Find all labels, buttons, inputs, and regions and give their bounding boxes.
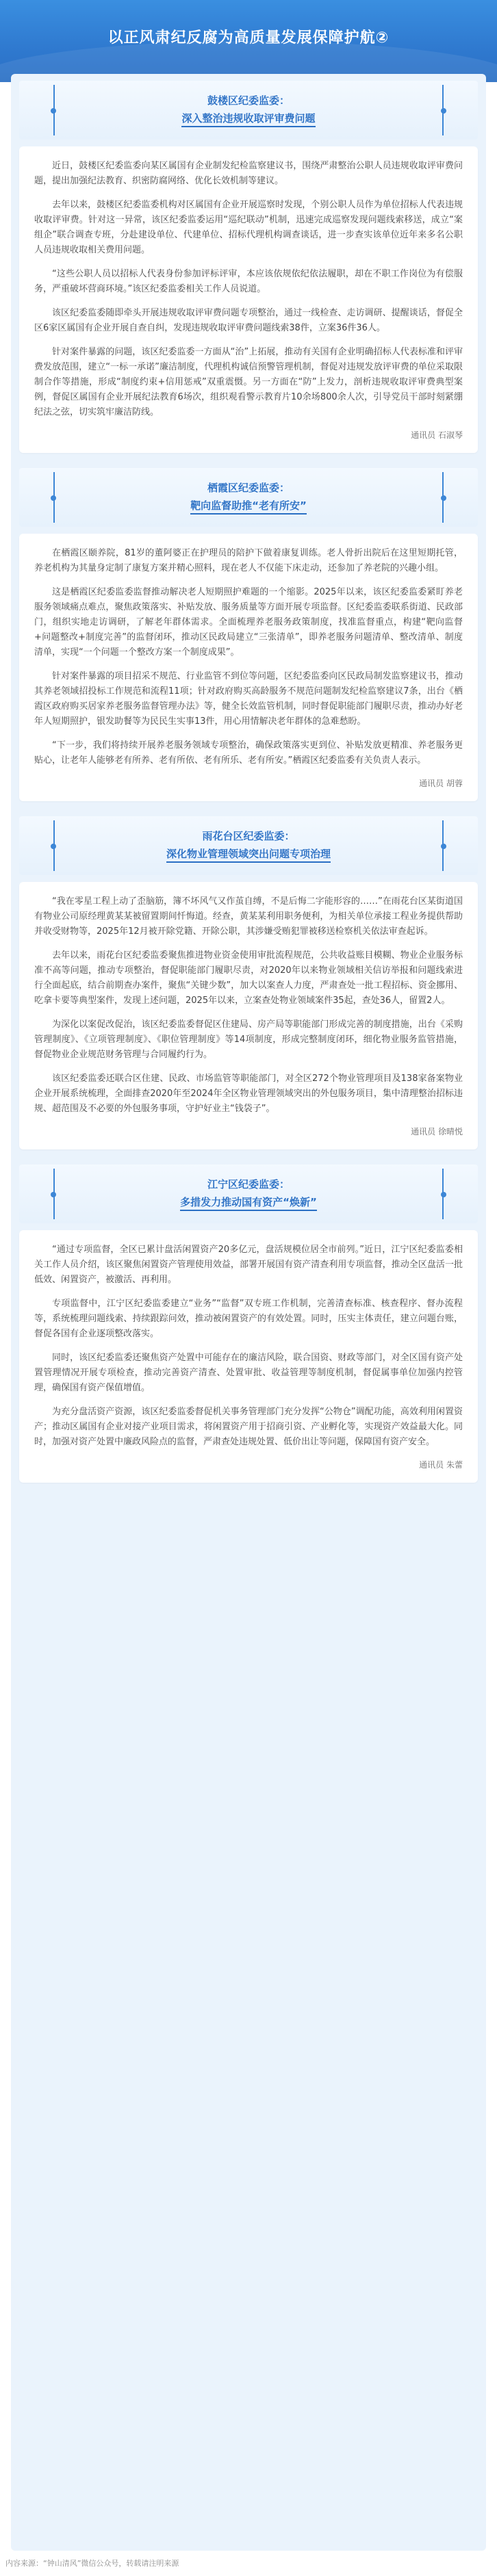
section-subtitle: 深化物业管理领域突出问题专项治理 — [166, 848, 331, 863]
source-footer: 内容来源：“钟山清风”微信公众号，转载请注明来源 — [5, 2559, 179, 2568]
banner-title: 以正风肃纪反腐为高质量发展保障护航② — [107, 29, 390, 47]
reporter-credit: 通讯员 朱蕾 — [419, 1460, 463, 1470]
paragraph: 同时，该区纪委监委还聚焦资产处置中可能存在的廉洁风险，联合国资、财政等部门，对全区国有资产处置管理情况开展专项检查，推动完善资产清查、处置审批、收益管理等制度机制，督促属事单位加强内控管理，确保国有资产保值增值。 — [34, 1353, 463, 1393]
paragraph: 该区纪委监委还联合区住建、民政、市场监管等职能部门，对全区272个物业管理项目及138家备案物业企业开展系统梳理，全面排查2020年至2024年全区物业管理领域突出的外包服务项目，集中清理整治招标违规、超范围及不必要的外包服务事项，守护好业主“钱袋子”。 — [34, 1074, 463, 1114]
section-org-title: 栖霞区纪委监委： — [207, 482, 290, 494]
article-card — [19, 534, 478, 801]
section-subtitle-wrap — [19, 111, 478, 125]
paragraph: “下一步，我们将持续开展养老服务领域专项整治，确保政策落实更到位、补贴发放更精准、养老服务更贴心，让老年人能够老有所养、老有所依、老有所乐、老有所安。”栖霞区纪委监委有关负责人表示。 — [34, 740, 463, 766]
paragraph: 去年以来，鼓楼区纪委监委机构对区属国有企业开展巡察时发现，个别公职人员作为单位招标人代表违规收取评审费。针对这一异常，该区纪委监委运用“巡纪联动”机制，迅速完成巡察发现问题线索移送，成立“案组企”联合调查专班，分赴建设单位、代建单位、招标代理机构调查谈话，进一步查实该单位近年来多名公职人员违规收取相关费用问题。 — [34, 200, 463, 255]
paragraph: “我在零星工程上动了歪脑筋，簿不坏风气又作茧自缚，不是后悔二字能形容的……”在雨花台区某街道国有物业公司原经理黄某某被留置期间忏悔道。经查，黄某某利用职务便利，为相关单位承接工程业务提供帮助并收受财物等，2025年12月被开除党籍、开除公职，其涉嫌受贿犯罪被移送检察机关依法审查起诉。 — [34, 896, 463, 937]
reporter-credit: 通讯员 胡蓉 — [419, 779, 463, 788]
paragraph: 为充分盘活资产资源，该区纪委监委督促机关事务管理部门充分发挥“公物仓”调配功能，高效利用闲置资产；推动区属国有企业对接产业项目需求，将闲置资产用于招商引资、产业孵化等，实现资产效益最大化。同时，加强对资产处置中廉政风险点的监督，严肃查处违规处置、低价出让等问题，保障国有资产安全。 — [34, 1407, 463, 1447]
paragraph: 专项监督中，江宁区纪委监委建立“业务”“监督”双专班工作机制，完善清查标准、核查程序、督办流程等，系统梳理问题线索、持续跟踪问效，推动被闲置资产的有效处置。同时，压实主体责任，建立问题台账，督促各国有企业逐项整改落实。 — [34, 1299, 463, 1339]
section-subtitle: 靶向监督助推“老有所安” — [190, 499, 307, 515]
paragraph: 近日，鼓楼区纪委监委向某区属国有企业制发纪检监察建议书，围绕严肃整治公职人员违规收取评审费问题，提出加强纪法教育、织密防腐网络、优化长效机制等建议。 — [34, 161, 463, 186]
section-gulou — [19, 81, 478, 453]
content-column — [19, 81, 478, 1498]
section-subtitle-wrap — [19, 1195, 478, 1209]
content-frame — [11, 74, 486, 2551]
paragraph: 这是栖霞区纪委监委监督推动解决老人短期照护难题的一个缩影。2025年以来，该区纪委监委紧盯养老服务领域痛点难点，聚焦政策落实、补贴发放、服务质量等方面开展专项监督。区纪委监委联系街道、民政部门，组织实地走访调研，了解老年群体需求。全面梳理养老服务政策制度，找准监督重点，构建“靶向监督+问题整改+制度完善”的监督闭环，推动区民政局建立“三张清单”，即养老服务问题清单、整改清单、制度清单，实现“一个问题一个整改方案一个制度成果”。 — [34, 587, 463, 658]
reporter-credit: 通讯员 徐晴悦 — [411, 1127, 463, 1136]
section-subtitle: 深入整治违规收取评审费问题 — [181, 112, 315, 127]
section-header — [19, 1165, 478, 1223]
paragraph: “这些公职人员以招标人代表身份参加评标评审，本应该依规依纪依法履职，却在不职工作岗位为有偿服务，严重破坏营商环境。”该区纪委监委相关工作人员说道。 — [34, 269, 463, 294]
section-subtitle: 多措发力推动国有资产“焕新” — [180, 1196, 317, 1211]
section-jiangning — [19, 1165, 478, 1483]
paragraph: 该区纪委监委随即牵头开展违规收取评审费问题专项整治，通过一线检查、走访调研、提醒谈话，督促全区6家区属国有企业开展自查自纠，发现违规收取评审费问题线索38件，立案36件36人。 — [34, 308, 463, 333]
paragraph: 为深化以案促改促治，该区纪委监委督促区住建局、房产局等职能部门形成完善的制度措施，出台《采购管理制度》、《立项管理制度》、《职位管理制度》等14项制度，形成完整制度闭环，细化物业服务监管措施，督促物业企业规范财务管理与合同履约行为。 — [34, 1019, 463, 1060]
section-qixia — [19, 468, 478, 801]
section-subtitle-wrap — [19, 846, 478, 861]
reporter-credit: 通讯员 石淑琴 — [411, 430, 463, 440]
paragraph: 针对案件暴露的问题，该区纪委监委一方面从“治”上拓展，推动有关国有企业明确招标人代表标准和评审费发放范围，建立“一标一承诺”廉洁制度，代理机构诚信预警管理机制，督促对违规发放评审费的单位采取限制合作等措施，形成“制度约束+信用惩戒”双重震慑。另一方面在“防”上发力，剖析违规收取评审费典型案例，督促区属国有企业开展纪法教育6场次，组织观看警示教育片10余场800余人次，引导党员干部时刻紧绷纪法之弦，切实筑牢廉洁防线。 — [34, 347, 463, 417]
section-org-title: 雨花台区纪委监委： — [202, 830, 295, 842]
article-card — [19, 146, 478, 453]
paragraph: 在栖霞区颐养院，81岁的董阿婆正在护理员的陪护下做着康复训练。老人骨折出院后在这里短期托管，养老机构为其量身定制了康复方案并精心照料，现在老人不仅能下床走动，还参加了养老院的兴趣小组。 — [34, 548, 463, 573]
section-header — [19, 468, 478, 527]
section-org-title: 鼓楼区纪委监委： — [207, 94, 290, 107]
section-subtitle-wrap — [19, 498, 478, 512]
banner — [0, 0, 497, 82]
paragraph: 去年以来，雨花台区纪委监委聚焦推进物业资金使用审批流程规范，公共收益账目模糊、物业企业服务标准不高等问题，推动专项整治，督促职能部门履职尽责，对2020年以来物业领域相关信访举报和问题线索进行全面起底，结合前期查办案件，聚焦“关键少数”，加大以案查人力度，严肃查处一批工程招标、资金挪用、吃拿卡要等典型案件，发现上述问题，2025年以来，立案查处物业领域案件35起，查处36人，留置2人。 — [34, 950, 463, 1006]
article-card — [19, 1230, 478, 1483]
section-org-title: 江宁区纪委监委： — [207, 1178, 290, 1191]
paragraph: 针对案件暴露的项目招采不规范、行业监管不到位等问题，区纪委监委向区民政局制发监察建议书，推动其养老领域招投标工作规范和流程11项；针对政府购买高龄服务不规范问题制发纪检监察建议7条，出台《栖霞区政府购买居家养老服务监督管理办法》等，健全长效监管机制，同时督促职能部门履职尽责，推动办好老年人短期照护，银发助餐等为民民生实事13件，用心用情解决老年群体的急难愁盼。 — [34, 671, 463, 727]
section-header — [19, 81, 478, 140]
paragraph: “通过专项监督，全区已累计盘活闲置资产20多亿元，盘活规模位居全市前列。”近日，江宁区纪委监委相关工作人员介绍，该区聚焦闲置资产管理使用效益，部署开展国有资产清查利用专项监督，推动全区盘活一批低效、闲置资产，被激活、再利用。 — [34, 1245, 463, 1285]
section-yuhuatai — [19, 816, 478, 1149]
section-header — [19, 816, 478, 875]
article-card — [19, 882, 478, 1149]
